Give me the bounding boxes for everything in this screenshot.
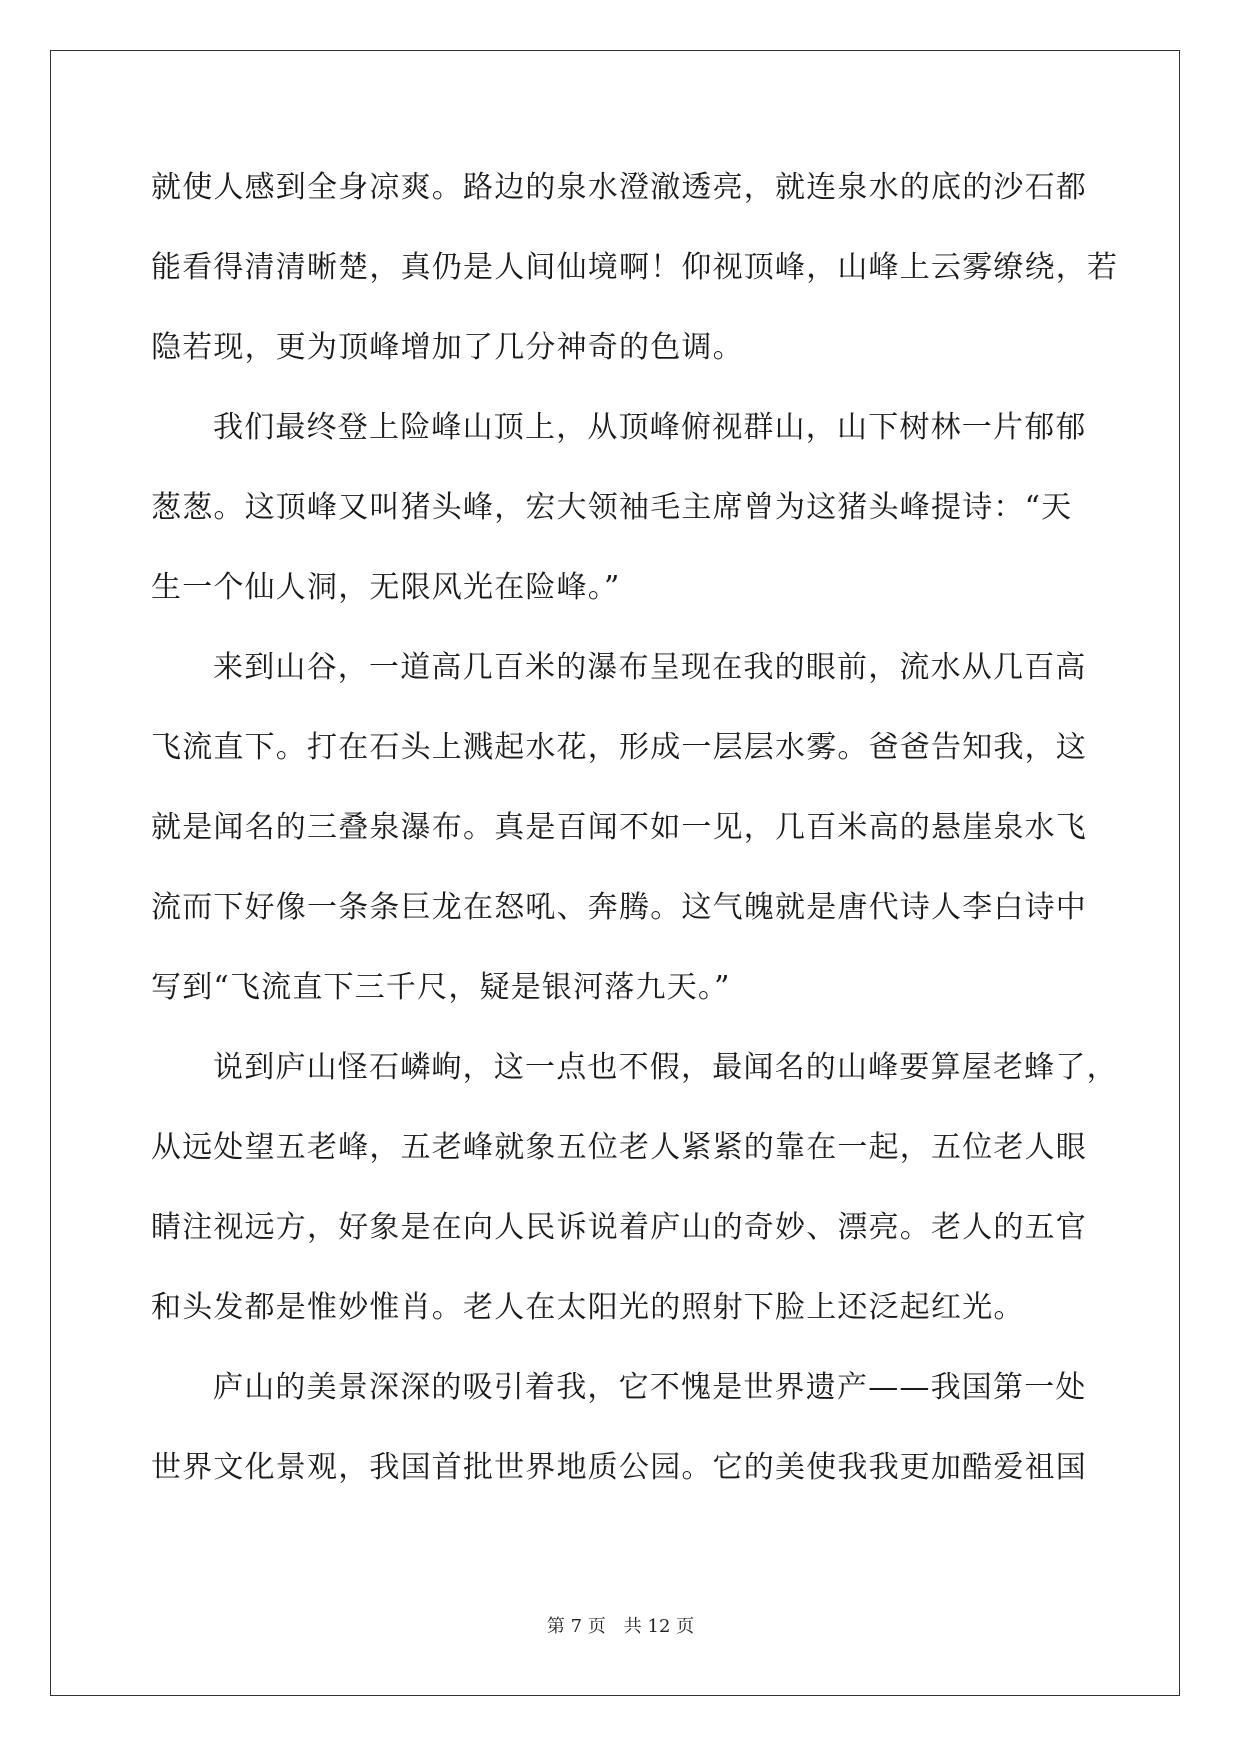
text-line: 飞流直下。打在石头上溅起水花，形成一层层水雾。爸爸告知我，这 [151, 730, 1087, 765]
text-line: 流而下好像一条条巨龙在怒吼、奔腾。这气魄就是唐代诗人李白诗中 [151, 890, 1087, 925]
paragraph-start-line: 来到山谷，一道高几百米的瀑布呈现在我的眼前，流水从几百高 [213, 650, 1087, 685]
text-line: 从远处望五老峰，五老峰就象五位老人紧紧的靠在一起，五位老人眼 [151, 1130, 1087, 1165]
text-line: 世界文化景观，我国首批世界地质公园。它的美使我我更加酷爱祖国 [151, 1450, 1087, 1485]
page-number-footer: 第 7 页 共 12 页 [546, 1616, 695, 1637]
text-line: 写到“飞流直下三千尺，疑是银河落九天。” [151, 970, 731, 1005]
text-line: 就使人感到全身凉爽。路边的泉水澄澈透亮，就连泉水的底的沙石都 [151, 170, 1087, 205]
text-line: 隐若现，更为顶峰增加了几分神奇的色调。 [151, 330, 744, 365]
text-line: 睛注视远方，好象是在向人民诉说着庐山的奇妙、漂亮。老人的五官 [151, 1210, 1087, 1245]
paragraph-start-line: 说到庐山怪石嶙峋，这一点也不假，最闻名的山峰要算屋老蜂了， [213, 1050, 1118, 1085]
document-body [151, 160, 1119, 1520]
text-line: 葱葱。这顶峰又叫猪头峰，宏大领袖毛主席曾为这猪头峰提诗：“天 [151, 490, 1073, 525]
text-line: 生一个仙人洞，无限风光在险峰。” [151, 570, 621, 605]
text-line: 和头发都是惟妙惟肖。老人在太阳光的照射下脸上还泛起红光。 [151, 1290, 1025, 1325]
paragraph-start-line: 我们最终登上险峰山顶上，从顶峰俯视群山，山下树林一片郁郁 [213, 410, 1087, 445]
text-line: 能看得清清晰楚，真仍是人间仙境啊！仰视顶峰，山峰上云雾缭绕，若 [151, 250, 1119, 285]
text-line: 就是闻名的三叠泉瀑布。真是百闻不如一见，几百米高的悬崖泉水飞 [151, 810, 1087, 845]
paragraph-start-line: 庐山的美景深深的吸引着我，它不愧是世界遗产——我国第一处 [213, 1370, 1087, 1405]
